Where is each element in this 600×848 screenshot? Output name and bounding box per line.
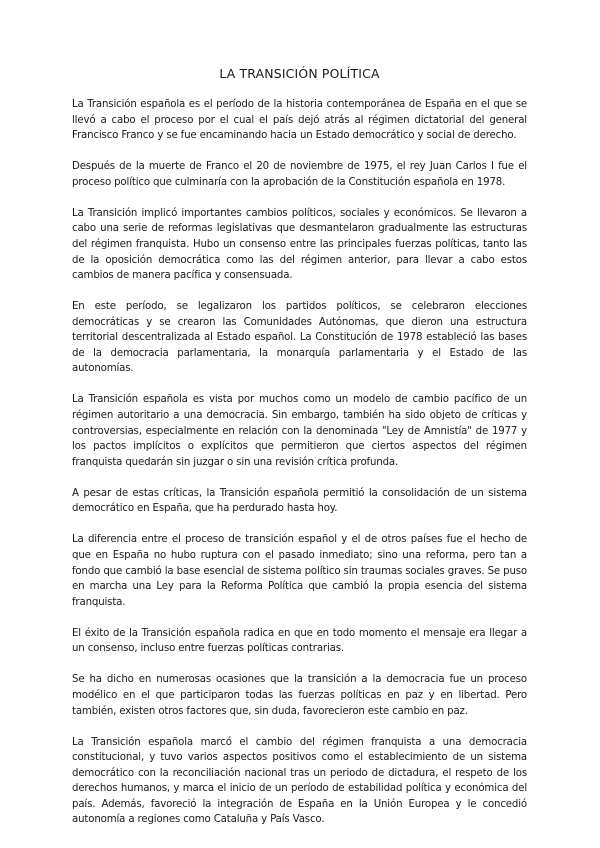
- document-title: LA TRANSICIÓN POLÍTICA: [219, 66, 380, 81]
- paragraph-4: En este período, se legalizaron los partidos políticos, se celebraron elecciones democráticas y se crearon las Comunidades Autónomas, que dieron una estructura territorial descentralizada al Estado español. La Constitución de 1978 estableció las bases de la democracia parlamentaria, la monarquía parlamentaria y el Estado de las autonomías.: [72, 301, 527, 375]
- paragraph-9: Se ha dicho en numerosas ocasiones que la transición a la democracia fue un proceso modélico en el que participaron todas las fuerzas políticas en paz y en libertad. Pero también, existen otros factores que, sin duda, favorecieron este cambio en paz.: [72, 674, 527, 717]
- paragraph-3: La Transición implicó importantes cambios políticos, sociales y económicos. Se llevaron a cabo una serie de reformas legislativas que desmantelaron gradualmente las estructuras del régimen franquista. Hubo un consenso entre las principales fuerzas políticas, tanto las de la oposición democrática como las del régimen anterior, para llevar a cabo estos cambios de manera pacífica y consensuada.: [72, 207, 527, 282]
- document-page: [72, 66, 527, 843]
- paragraph-7: La diferencia entre el proceso de transición español y el de otros países fue el hecho de que en España no hubo ruptura con el pasado inmediato; sino una reforma, pero tan a fondo que cambió la base esencial de sistema político sin traumas sociales graves. Se puso en marcha una Ley para la Reforma Política que cambió la propia esencia del sistema franquista.: [72, 534, 527, 608]
- paragraph-1: La Transición española es el período de la historia contemporánea de España en el que se llevó a cabo el proceso por el cual el país dejó atrás al régimen dictatorial del general Francisco Franco y se fue encaminando hacia un Estado democrático y social de derecho.: [72, 99, 527, 142]
- paragraph-10: La Transición española marcó el cambio del régimen franquista a una democracia constitucional, y tuvo varios aspectos positivos como el establecimiento de un sistema democrático con la reconciliación nacional tras un periodo de dictadura, el respeto de los derechos humanos, y marca el inicio de un período de estabilidad política y económica del país. Además, favoreció la integración de España en la Unión Europea y le concedió autonomía a regiones como Cataluña y País Vasco.: [72, 736, 527, 826]
- paragraph-2: Después de la muerte de Franco el 20 de noviembre de 1975, el rey Juan Carlos I fue el proceso político que culminaría con la aprobación de la Constitución española en 1978.: [72, 161, 527, 188]
- paragraph-8: El éxito de la Transición española radica en que en todo momento el mensaje era llegar a un consenso, incluso entre fuerzas políticas contrarias.: [72, 627, 527, 655]
- paragraph-6: A pesar de estas críticas, la Transición española permitió la consolidación de un sistema democrático en España, que ha perdurado hasta hoy.: [72, 487, 527, 515]
- paragraph-5: La Transición española es vista por muchos como un modelo de cambio pacífico de un régimen autoritario a una democracia. Sin embargo, también ha sido objeto de críticas y controversias, especialmente en relación con la denominada "Ley de Amnistía" de 1977 y los pactos implícitos o explícitos que permitieron que ciertos aspectos del régimen franquista quedarán sin juzgar o sin una revisión crítica profunda.: [72, 394, 527, 468]
